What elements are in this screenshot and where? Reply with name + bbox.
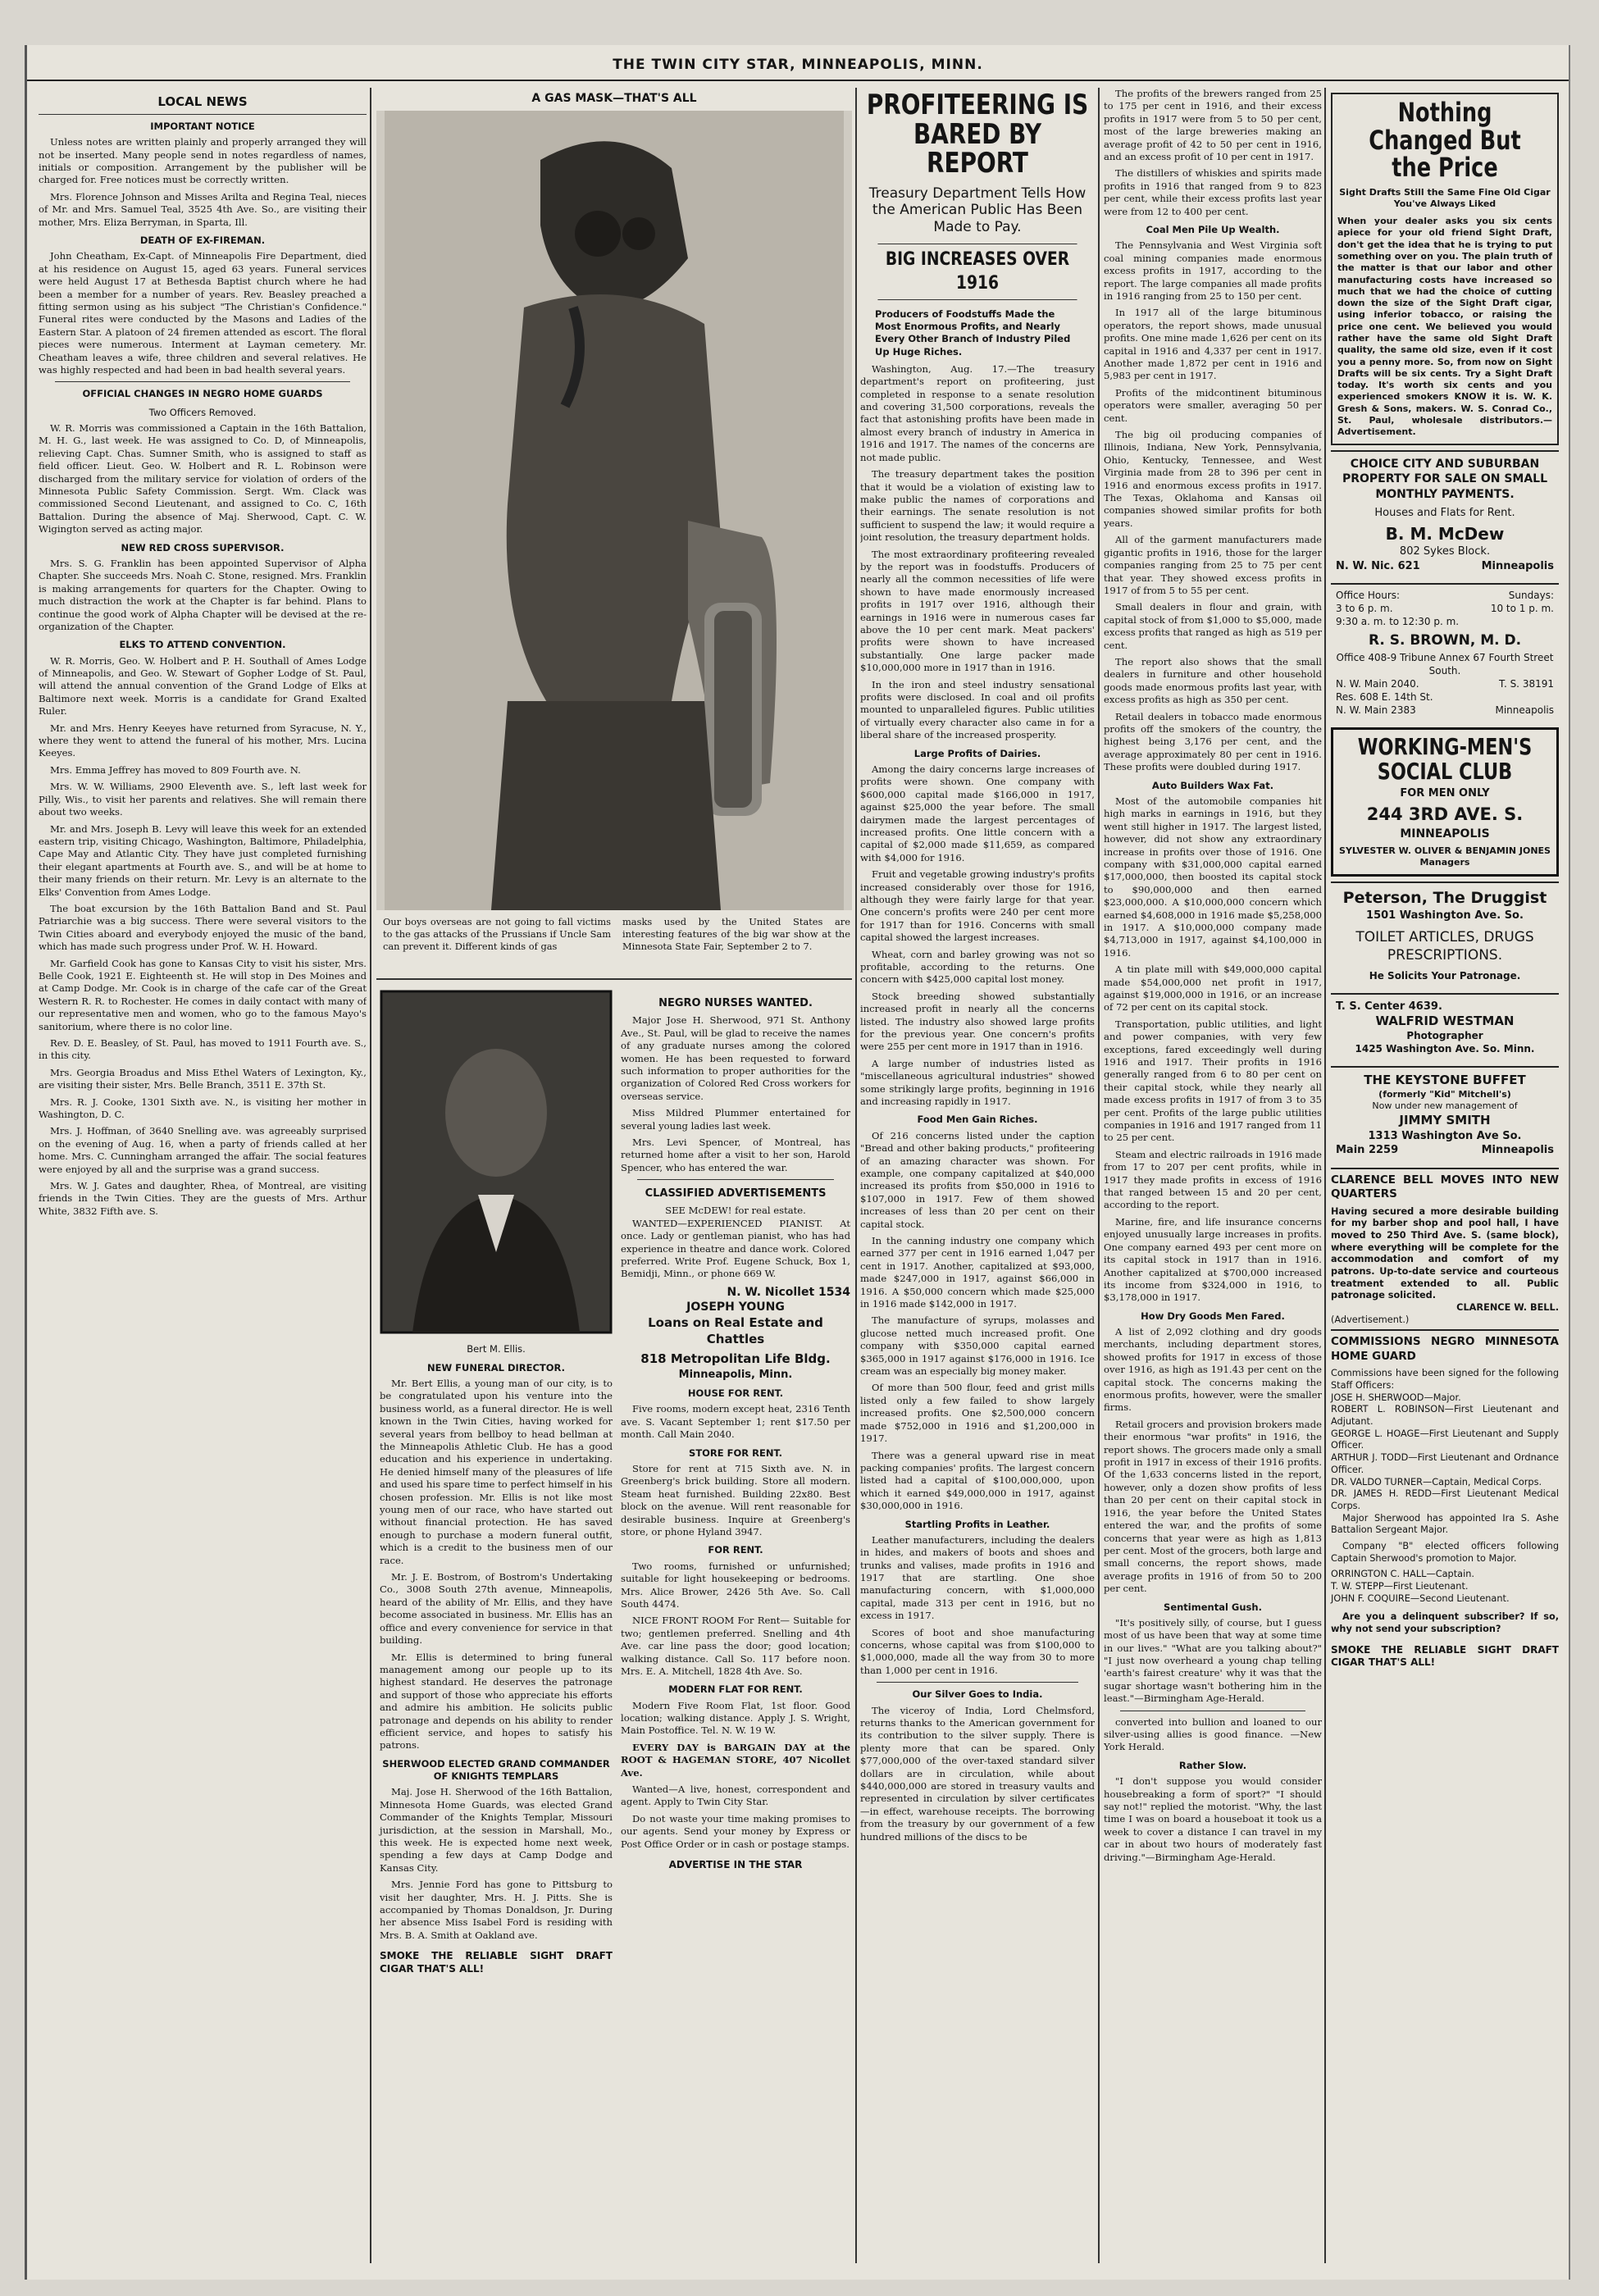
cigar-ad: SMOKE THE RELIABLE SIGHT DRAFT CIGAR THAT'S ALL! bbox=[1331, 1643, 1559, 1669]
buffet-city: Minneapolis bbox=[1481, 1144, 1554, 1157]
article-subhead: Food Men Gain Riches. bbox=[917, 1114, 1038, 1126]
bell-head: CLARENCE BELL MOVES INTO NEW QUARTERS bbox=[1331, 1173, 1559, 1201]
news-item: Mrs. Georgia Broadus and Miss Ethel Waters of Lexington, Ky., are visiting their sister, Mrs. Belle Branch, 3511 E. 37th St. bbox=[39, 1066, 367, 1091]
divider bbox=[376, 978, 852, 980]
portrait-caption: Bert M. Ellis. bbox=[467, 1343, 526, 1355]
story-text: Mr. J. E. Bostrom, of Bostrom's Undertaking Co., 3008 South 27th avenue, Minneapolis, heard of the ability of Mr. Ellis, and they have become associated in business. Mr. Ellis has an office and every convenience for service in that building. bbox=[380, 1571, 613, 1647]
elks-heading: ELKS TO ATTEND CONVENTION. bbox=[119, 639, 286, 651]
hours-weekday: 3 to 6 p. m. bbox=[1336, 602, 1393, 614]
young-addr: 818 Metropolitan Life Bldg. bbox=[640, 1351, 831, 1366]
column-rule bbox=[1098, 88, 1100, 2263]
article-text: "It's positively silly, of course, but I guess most of us have been that way at some time in our lives." "What are you talking about?" "I just now overheard a young chap telling 'earth's fairest creature' why it was that the sugar shortage wasn't bothering him in the least."—Birmingham Age-Herald. bbox=[1104, 1616, 1322, 1705]
cigar-sub: Sight Drafts Still the Same Fine Old Cigar You've Always Liked bbox=[1339, 186, 1551, 210]
article-text: "I don't suppose you would consider housebreaking a form of sport?" "I should say not!" replied the motorist. "Why, the last time I was on board a houseboat it took us a week to cover a distance I can travel in my car in about two hours of moderately fast driving."—Birmingham Age-Herald. bbox=[1104, 1775, 1322, 1863]
club-addr: 244 3RD AVE. S. bbox=[1366, 804, 1524, 825]
doctor-city: Minneapolis bbox=[1495, 704, 1554, 717]
newspaper-page bbox=[25, 45, 1570, 2280]
caption-left: Our boys overseas are not going to fall victims to the gas attacks of the Prussians if Uncle Sam can prevent it. Different kinds of gas bbox=[383, 916, 611, 952]
ad-text: EVERY DAY is BARGAIN DAY at the ROOT & HAGEMAN STORE, 407 Nicollet Ave. bbox=[621, 1741, 850, 1779]
article-text: All of the garment manufacturers made gigantic profits in 1916, those for the larger companies ranging from 25 to 75 per cent that year. They showed excess profits in 1917 of from 5 to 55 per cent. bbox=[1104, 534, 1322, 596]
comm-head: COMMISSIONS NEGRO MINNESOTA HOME GUARD bbox=[1331, 1335, 1559, 1363]
ad-text: Modern Five Room Flat, 1st floor. Good location; walking distance. Apply J. S. Wright, Main Postoffice. Tel. N. W. 19 W. bbox=[621, 1699, 850, 1737]
druggist-head: Peterson, The Druggist bbox=[1342, 889, 1547, 908]
column-rule bbox=[855, 88, 857, 2263]
doctor-advert bbox=[1331, 583, 1559, 722]
young-name: JOSEPH YOUNG bbox=[686, 1301, 785, 1314]
story-text: Mrs. Jennie Ford has gone to Pittsburg to visit her daughter, Mrs. H. J. Pitts. She is accompanied by Thomas Donaldson, Jr. During her absence Miss Isabel Ford is residing with Mrs. B. A. Smith at Oakland ave. bbox=[380, 1879, 613, 1941]
news-item: Mr. and Mrs. Joseph B. Levy will leave this week for an extended eastern trip, visiting Chicago, Washington, Baltimore, Philadelphia, Cape May and Atlantic City. They have just completed furnishing their elegant apartments at Fourth ave. S., and will be at home to their many friends on their return. Mr. Levy is an alternate to the Elks' Convention from Ames Lodge. bbox=[39, 822, 367, 898]
mcdew-city: Minneapolis bbox=[1481, 559, 1554, 572]
story-text: Mrs. Levi Spencer, of Montreal, has returned home after a visit to her son, Harold Spencer, who has entered the war. bbox=[621, 1136, 850, 1173]
doctor-name: R. S. BROWN, M. D. bbox=[1368, 631, 1522, 649]
gas-mask-title: A GAS MASK—THAT'S ALL bbox=[531, 92, 697, 105]
buffet-head: THE KEYSTONE BUFFET bbox=[1364, 1072, 1526, 1087]
ads-column bbox=[1329, 88, 1560, 2263]
article-text: In the canning industry one company which earned 377 per cent in 1916 earned 1,047 per cent in 1917. Another, capitalized at $93,000, made $247,000 in 1917, against $66,000 in 1916. A $50,000 concern which made $25,000 in 1916 made $142,000 in 1917. bbox=[860, 1235, 1095, 1310]
article-text: Fruit and vegetable growing industry's profits increased considerably over those for 1916, although they were fairly large for that year. One concern's profits were 240 per cent more for 1917 than for 1916. Concerns with small capital showed the largest increases. bbox=[860, 868, 1095, 944]
comm-officer: JOHN F. COQUIRE—Second Lieutenant. bbox=[1331, 1592, 1510, 1604]
article-text: The viceroy of India, Lord Chelmsford, returns thanks to the American government for its contribution to the silver supply. There is plenty more that can be spared. Only $77,000,000 of the over-taxed standard silver dollars are in circulation, while about $440,000,000 are stored in treasury vaults and represented in circulation by silver certificates—in effect, warehouse receipts. The borrowing from the treasury by our government of a few hundred millions of the discs to be bbox=[860, 1704, 1095, 1843]
doctor-phone: N. W. Main 2040. bbox=[1336, 678, 1419, 690]
news-item: Rev. D. E. Beasley, of St. Paul, has moved to 1911 Fourth ave. S., in this city. bbox=[39, 1037, 367, 1062]
forrent-heading: FOR RENT. bbox=[708, 1544, 763, 1556]
club-head: WORKING-MEN'S SOCIAL CLUB bbox=[1357, 733, 1533, 785]
article-text: Small dealers in flour and grain, with capital stock of from $1,000 to $5,000, made excess profits that ranged as high as 519 per cent. bbox=[1104, 601, 1322, 651]
funeral-story bbox=[380, 990, 613, 1976]
article-text: The Pennsylvania and West Virginia soft coal mining companies made enormous excess profits in 1917, according to the report. The large companies all made profits in 1916 ranging from 25 to 150 per cent. bbox=[1104, 239, 1322, 302]
caption-right: masks used by the United States are interesting features of the big war show at the Minnesota State Fair, September 2 to 7. bbox=[622, 916, 850, 952]
photographer-advert bbox=[1331, 993, 1559, 1061]
buffet-name: JIMMY SMITH bbox=[1399, 1113, 1491, 1128]
buffet-phone: Main 2259 bbox=[1336, 1144, 1399, 1157]
article-text: Scores of boot and shoe manufacturing concerns, whose capital was from $100,000 to $1,000,000, made all the way from 30 to more than 1,000 per cent in 1916. bbox=[860, 1626, 1095, 1676]
office-hours-label: Office Hours: bbox=[1336, 589, 1401, 601]
article-text: Of more than 500 flour, feed and grist mills listed only a few failed to show largely increased profits. One $2,500,000 concern made $752,000 in 1916 and $1,200,000 in 1917. bbox=[860, 1382, 1095, 1445]
column-rule bbox=[370, 88, 371, 2263]
bell-body: Having secured a more desirable building for my barber shop and pool hall, I have moved to 250 Third Ave. S. (same block), where everything will be complete for the accommodation and comfort of my patrons. Up-to-date service and courteous treatment extended to all. Public patronage solicited. bbox=[1331, 1205, 1559, 1301]
young-city: Minneapolis, Minn. bbox=[678, 1368, 793, 1381]
comm-officer: ROBERT L. ROBINSON—First Lieutenant and Adjutant. bbox=[1331, 1404, 1559, 1428]
comm-officer: GEORGE L. HOAGE—First Lieutenant and Supply Officer. bbox=[1331, 1428, 1559, 1451]
nurses-heading: NEGRO NURSES WANTED. bbox=[658, 997, 813, 1009]
news-item: Mrs. R. J. Cooke, 1301 Sixth ave. N., is visiting her mother in Washington, D. C. bbox=[39, 1096, 367, 1121]
portrait-photo bbox=[380, 990, 613, 1334]
photographer-name: WALFRID WESTMAN bbox=[1375, 1014, 1515, 1029]
hours-morning: 9:30 a. m. to 12:30 p. m. bbox=[1336, 615, 1460, 627]
article-subhead: Large Profits of Dairies. bbox=[913, 747, 1041, 759]
divider bbox=[637, 1179, 834, 1180]
article-text: Most of the automobile companies hit high marks in earnings in 1916, but they went still higher in 1917. The largest listed, however, did not show any extraordinary increase in profits over those of 1916. One company with $31,000,000 capital earned $17,000,000, then boosted its capital stock to $90,000,000 and then earned $23,000,000. A $10,000,000 concern which earned $4,608,000 in 1916 made $5,258,000 in 1917. A $10,000,000 company made $4,713,000 in 1917, against $4,100,000 in 1916. bbox=[1104, 795, 1322, 959]
photographer-title: Photographer bbox=[1406, 1029, 1483, 1041]
article-text: Of 216 concerns listed under the caption "Bread and other baking products," profiteering of an amazing character was shown. For example, one company capitalized at $40,000 increased its profits from $50,000 in 1916 to $107,000 in 1917. Few of them showed increases of less than 20 per cent on their capital stock. bbox=[860, 1129, 1095, 1230]
ad-text: Wanted—A live, honest, correspondent and agent. Apply to Twin City Star. bbox=[621, 1784, 850, 1808]
news-item: Mrs. S. G. Franklin has been appointed Supervisor of Alpha Chapter. She succeeds Mrs. Noah C. Stone, resigned. Mrs. Franklin is making arrangements for quarters for the Chapter. Owing to much distraction the work at the Chapter is far behind. Plans to continue the good work of Alpha Chapter will be devised at the re-organization of the Chapter. bbox=[39, 557, 367, 632]
death-heading: DEATH OF EX-FIREMAN. bbox=[139, 235, 266, 247]
sub-headline: BIG INCREASES OVER 1916 bbox=[877, 244, 1077, 300]
article-subhead: Coal Men Pile Up Wealth. bbox=[1146, 224, 1280, 236]
comm-officer: ARTHUR J. TODD—First Lieutenant and Ordnance Officer. bbox=[1331, 1452, 1559, 1475]
doctor-phone-ts: T. S. 38191 bbox=[1499, 678, 1554, 690]
photographer-phone: T. S. Center 4639. bbox=[1336, 1000, 1442, 1013]
classified-heading: CLASSIFIED ADVERTISEMENTS bbox=[645, 1187, 827, 1200]
cigar-headline: Nothing Changed But the Price bbox=[1369, 97, 1521, 184]
article-subhead: Startling Profits in Leather. bbox=[904, 1518, 1050, 1530]
article-text: Stock breeding showed substantially increased profit in nearly all the concerns listed. The industry also showed large profits for the previous year. One concern's profits were 255 per cent more in 1917 than in 1916. bbox=[860, 990, 1095, 1053]
sub-deck: Producers of Foodstuffs Made the Most Enormous Profits, and Nearly Every Other Branch of Industry Piled Up Huge Riches. bbox=[875, 308, 1071, 358]
article-text: Transportation, public utilities, and light and power companies, with very few exceptions, fared exceedingly well during 1916 and 1917. Their profits in 1916 generally ranged from 6 to 80 per cent on their capital stock, while they nearly all made excess profits in 1917 of from 3 to 35 per cent. Profits of the large public utilities companies in 1916 and 1917 ranged from 11 to 25 per cent. bbox=[1104, 1018, 1322, 1144]
store-heading: STORE FOR RENT. bbox=[689, 1446, 782, 1459]
story-text: Miss Mildred Plummer entertained for several young ladies last week. bbox=[621, 1107, 850, 1132]
article-text: Leather manufacturers, including the dealers in hides, and makers of boots and shoes and trunks and valises, made profits in 1916 and 1917 that are startling. One shoe manufacturing concern, with $1,000,000 capital, made 313 per cent in 1916, but no excess in 1917. bbox=[860, 1533, 1095, 1622]
flat-heading: MODERN FLAT FOR RENT. bbox=[668, 1683, 803, 1696]
comm-list bbox=[1331, 1392, 1559, 1513]
photo-caption bbox=[383, 916, 850, 952]
article-text: A tin plate mill with $49,000,000 capital made $54,000,000 net profit in 1917, against $19,000,000 in 1916, or an increase of 72 per cent on its capital stock. bbox=[1104, 963, 1322, 1014]
ad-text: Two rooms, furnished or unfurnished; suitable for light housekeeping or bedrooms. Mrs. Alice Brower, 2426 5th Ave. So. Call South 4474. bbox=[621, 1560, 850, 1610]
article-text: The report also shows that the small dealers in furniture and other household goods made enormous profits last year, with excess profits as high as 350 per cent. bbox=[1104, 655, 1322, 706]
comm-officer: JOSE H. SHERWOOD—Major. bbox=[1331, 1392, 1461, 1403]
article-text: In 1917 all of the large bituminous operators, the report shows, made unusual profits. One mine made 1,626 per cent on its capital in 1916 and 4,337 per cent in 1917. Another made 1,872 per cent in 1916 and 5,983 per cent in 1917. bbox=[1104, 307, 1322, 382]
comm-officer: DR. VALDO TURNER—Captain, Medical Corps. bbox=[1331, 1476, 1542, 1487]
cigar-advert bbox=[1331, 93, 1559, 445]
druggist-line: TOILET ARTICLES, DRUGS PRESCRIPTIONS. bbox=[1355, 928, 1534, 964]
article-text: A large number of industries listed as "miscellaneous agricultural industries" showed some strikingly large profits, beginning in 1916 and increasing rapidly in 1917. bbox=[860, 1057, 1095, 1108]
advertise-line: ADVERTISE IN THE STAR bbox=[668, 1859, 803, 1871]
mcdew-head: CHOICE CITY AND SUBURBAN PROPERTY FOR SALE ON SMALL MONTHLY PAYMENTS. bbox=[1342, 457, 1548, 501]
druggist-solicit: He Solicits Your Patronage. bbox=[1369, 969, 1521, 982]
masthead: THE TWIN CITY STAR, MINNEAPOLIS, MINN. bbox=[27, 57, 1569, 81]
delinquent-text: Are you a delinquent subscriber? If so, why not send your subscription? bbox=[1331, 1611, 1559, 1634]
news-item: Mrs. Emma Jeffrey has moved to 809 Fourth ave. N. bbox=[50, 763, 301, 776]
article-subhead: How Dry Goods Men Fared. bbox=[1141, 1310, 1285, 1322]
young-line: Loans on Real Estate and Chattles bbox=[648, 1315, 823, 1347]
social-club-advert bbox=[1331, 727, 1559, 877]
notice-text: Unless notes are written plainly and properly arranged they will not be inserted. Many people send in notes regardless of names, initials or composition. Arrangement by the publisher will be charged for. Free notices must be correctly written. bbox=[39, 136, 367, 186]
buffet-advert bbox=[1331, 1066, 1559, 1163]
article-text: The distillers of whiskies and spirits made profits in 1916 that ranged from 9 to 823 per cent, while their excess profits last year were from 12 to 400 per cent. bbox=[1104, 167, 1322, 217]
doctor-phone-res: N. W. Main 2383 bbox=[1336, 704, 1416, 717]
article-text: Profits of the midcontinent bituminous operators were smaller, averaging 50 per cent. bbox=[1104, 386, 1322, 424]
news-item: Mrs. J. Hoffman, of 3640 Snelling ave. was agreeably surprised on the evening of Aug. 16, when a party of friends called at her home. Mrs. C. Cunningham arranged the affair. The social features were enjoyed by all and the surprise was a grand success. bbox=[39, 1125, 367, 1175]
story-text: Maj. Jose H. Sherwood of the 16th Battalion, Minnesota Home Guards, was elected Grand Commander of the Knights Templar, Missouri jurisdiction, at the session in Marshall, Mo., this week. He is expected home next week, spending a few days at Camp Dodge and Kansas City. bbox=[380, 1786, 613, 1874]
bell-adv: (Advertisement.) bbox=[1331, 1314, 1410, 1325]
hours-row bbox=[1336, 603, 1554, 616]
photographer-addr: 1425 Washington Ave. So. Minn. bbox=[1355, 1042, 1535, 1055]
divider bbox=[55, 381, 350, 382]
article-text: Steam and electric railroads in 1916 made from 17 to 207 per cent profits, while in 1917 they made profits in excess of 1916 that ranged between 15 and 20 per cent, according to the report. bbox=[1104, 1148, 1322, 1211]
article-text: The big oil producing companies of Illinois, Indiana, New York, Pennsylvania, Ohio, Kentucky, Tennessee, and West Virginia made from 28 to 396 per cent in 1916 and enormous excess profits in 1917. The Texas, Oklahoma and Kansas oil companies showed similar profits for both years. bbox=[1104, 429, 1322, 529]
bell-notice bbox=[1331, 1168, 1559, 1327]
news-item: Mrs. W. W. Williams, 2900 Eleventh ave. S., left last week for Pilly, Wis., to visit her parents and relatives. She will remain there about two weeks. bbox=[39, 781, 367, 818]
divider bbox=[877, 1682, 1078, 1683]
mcdew-name: B. M. McDew bbox=[1385, 523, 1505, 544]
news-item: W. R. Morris, Geo. W. Holbert and P. H. Southall of Ames Lodge of Minneapolis, and Geo. W. Stewart of Gopher Lodge of St. Paul, will attend the annual convention of the Grand Lodge of Elks at Baltimore next week. Morris is a candidate for Grand Exalted Ruler. bbox=[39, 654, 367, 718]
news-item: Mr. Garfield Cook has gone to Kansas City to visit his sister, Mrs. Belle Cook, 1921 E. Eighteenth st. He will stop in Des Moines and at Camp Dodge. Mr. Cook is in charge of the cafe car of the Great Western R. R. to Rochester. He comes in daily contact with many of our representative men and women, who go to the famous Mayo's sanitorium, where there is no color line. bbox=[39, 957, 367, 1032]
profiteering-continued-column bbox=[1104, 88, 1322, 2263]
article-text: A list of 2,092 clothing and dry goods merchants, including department stores, showed profits for 1917 in excess of those over 1916, as high as 191.43 per cent on the capital stock. The concerns making the enormous profits, however, were the smaller firms. bbox=[1104, 1326, 1322, 1414]
hours-sunday: 10 to 1 p. m. bbox=[1490, 602, 1554, 614]
ad-text: Five rooms, modern except heat, 2316 Tenth ave. S. Vacant September 1; rent $17.50 per month. Call Main 2040. bbox=[621, 1403, 850, 1441]
article-text: The most extraordinary profiteering revealed by the report was in foodstuffs. Producers of nearly all the common necessities of life were shown to have made enormously increased profits in 1917 over 1916, although their earnings in 1916 were in numerous cases far above the 10 per cent mark. Meat packers' profits were shown to have increased substantially. One large packer made $10,000,000 more in 1917 than in 1916. bbox=[860, 548, 1095, 674]
ad-text: Store for rent at 715 Sixth ave. N. in Greenberg's brick building. Store all modern. Steam heat furnished. Building 22x80. Best block on the avenue. Will rent reasonable for desirable business. Inquire at Greenberg's store, or phone Hyland 3947. bbox=[621, 1462, 850, 1538]
club-managers-label: Managers bbox=[1419, 857, 1470, 868]
local-news-column bbox=[39, 88, 367, 2263]
bell-sign: CLARENCE W. BELL. bbox=[1456, 1302, 1559, 1314]
classified-sub: SEE McDEW! for real estate. bbox=[665, 1205, 806, 1217]
article-subhead: Our Silver Goes to India. bbox=[912, 1688, 1043, 1701]
mcdew-contact bbox=[1336, 559, 1554, 573]
comm-text: Major Sherwood has appointed Ira S. Ashe Battalion Sergeant Major. bbox=[1331, 1512, 1559, 1536]
buffet-contact bbox=[1336, 1143, 1554, 1157]
sundays-label: Sundays: bbox=[1508, 589, 1554, 601]
druggist-advert bbox=[1331, 882, 1559, 988]
comm-officer: ORRINGTON C. HALL—Captain. bbox=[1331, 1569, 1474, 1580]
article-text: The treasury department takes the position that it would be a violation of existing law to make public the names of corporations and their earnings. The senate resolution is not sufficient to suspend the law; it would require a joint resolution, the treasury department holds. bbox=[860, 468, 1095, 544]
redcross-heading: NEW RED CROSS SUPERVISOR. bbox=[121, 541, 285, 554]
news-item: The boat excursion by the 16th Battalion Band and St. Paul Patriarchie was a big success. There were several visitors to the Twin Cities aboard and everybody enjoyed the music of the band, which has made such progress under Prof. W. H. Howard. bbox=[39, 902, 367, 953]
article-subhead: Sentimental Gush. bbox=[1164, 1601, 1262, 1613]
ad-text: NICE FRONT ROOM For Rent— Suitable for two; gentlemen preferred. Snelling and 4th Ave. car line pass the door; good location; walking distance. Call So. 117 before noon. Mrs. E. A. Mitchell, 1828 4th Ave. So. bbox=[621, 1615, 850, 1677]
doctor-address: Office 408-9 Tribune Annex 67 Fourth Street South. bbox=[1336, 652, 1554, 677]
photo-and-ads-column bbox=[376, 88, 852, 2263]
buffet-addr: 1313 Washington Ave So. bbox=[1368, 1129, 1522, 1142]
classifieds bbox=[621, 990, 850, 1872]
article-text: Washington, Aug. 17.—The treasury department's report on profiteering, just completed in response to a senate resolution and covering 31,500 corporations, reveals the fact that astonishing profits have been made in almost every branch of industry in America in 1916 and 1917. The names of the concerns are not made public. bbox=[860, 362, 1095, 463]
story-text: Mr. Bert Ellis, a young man of our city, is to be congratulated upon his venture into the business world, as a funeral director. He is well known in the Twin Cities, having worked for several years from bellboy to head bellman at the Minneapolis Athletic Club. He has a good education and his experience in undertaking. He denied himself many of the pleasures of life and used his spare time to perfect himself in his chosen profession. Mr. Ellis is not like most young men of our race, who have started out without financial protection. He has saved enough to purchase a modern funeral outfit, which is a credit to the business men of our race. bbox=[380, 1377, 613, 1566]
news-item: Mrs. Florence Johnson and Misses Arilta and Regina Teal, nieces of Mr. and Mrs. Samuel Teal, 3525 4th Ave. So., are visiting their mother, Mrs. Eliza Berryman, in Sparta, Ill. bbox=[39, 190, 367, 228]
comm-officer: T. W. STEPP—First Lieutenant. bbox=[1331, 1580, 1469, 1592]
doctor-phones bbox=[1336, 678, 1554, 691]
news-item: Mr. and Mrs. Henry Keeyes have returned from Syracuse, N. Y., where they went to attend the funeral of his mother, Mrs. Lucina Keeyes. bbox=[39, 722, 367, 759]
profiteering-column bbox=[860, 88, 1095, 2263]
mcdew-sub: Houses and Flats for Rent. bbox=[1374, 506, 1515, 519]
ad-text: Do not waste your time making promises to our agents. Send your money by Express or Post Office Order or in cash or postage stamps. bbox=[621, 1812, 850, 1850]
article-subhead: Rather Slow. bbox=[1178, 1759, 1247, 1771]
doctor-phones bbox=[1336, 704, 1554, 718]
official-subheading: Two Officers Removed. bbox=[148, 406, 257, 418]
official-heading: OFFICIAL CHANGES IN NEGRO HOME GUARDS bbox=[82, 388, 323, 400]
hours-row bbox=[1336, 590, 1554, 603]
club-managers: SYLVESTER W. OLIVER & BENJAMIN JONES bbox=[1339, 845, 1551, 856]
story-text: Mr. Ellis is determined to bring funeral management among our people up to its highest standard. He deserves the patronage and support of those who appreciate his efforts and admire his ambition. He solicits public patronage and depends on his ability to render efficient service, and hopes to satisfy his patrons. bbox=[380, 1651, 613, 1752]
club-sub: FOR MEN ONLY bbox=[1400, 786, 1490, 800]
article-text: The profits of the brewers ranged from 25 to 175 per cent in 1916, and their excess profits in 1917 were from 5 to 50 per cent, most of the large breweries making an average profit of 42 to 50 per cent in 1916, and an excess profit of 10 per cent in 1917. bbox=[1104, 88, 1322, 163]
news-item: Mrs. W. J. Gates and daughter, Rhea, of Montreal, are visiting friends in the Twin Cities. They are the guests of Mrs. Arthur White, 3832 Fifth ave. S. bbox=[39, 1180, 367, 1217]
mcdew-advert bbox=[1331, 450, 1559, 578]
notice-heading: IMPORTANT NOTICE bbox=[150, 120, 255, 132]
commissions-notice bbox=[1331, 1329, 1559, 1669]
buffet-sub: (formerly "Kid" Mitchell's) bbox=[1378, 1088, 1511, 1100]
druggist-addr: 1501 Washington Ave. So. bbox=[1366, 909, 1524, 922]
section-heading: LOCAL NEWS bbox=[39, 94, 367, 115]
comm-text: Company "B" elected officers following Captain Sherwood's promotion to Major. bbox=[1331, 1540, 1559, 1564]
headline-deck: Treasury Department Tells How the American Public Has Been Made to Pay. bbox=[868, 185, 1086, 235]
article-text: Among the dairy concerns large increases of profits were shown. One company with $600,000 capital made $166,000 in 1917, against $25,000 the year before. The small dairymen made the largest percentages of increased profits. One little concern with a capital of $2,000 made $11,659, as compared with $4,000 for 1916. bbox=[860, 763, 1095, 863]
main-headline: PROFITEERING IS BARED BY REPORT bbox=[866, 89, 1089, 180]
news-item: John Cheatham, Ex-Capt. of Minneapolis Fire Department, died at his residence on August 15, aged 63 years. Funeral services were held August 17 at Bethesda Baptist church where he had been a member for a number of years. Rev. Beasley preached a fitting sermon using as his subject "The Christian's Confidence." Funeral rites were conducted by the Masons and Ladies of the Eastern Star. A platoon of 24 firemen attended as escort. The floral pieces were numerous. Interment at Layman cemetery. Mr. Cheatham leaves a wife, three children and several relatives. He was highly respected and had been in bad health several years. bbox=[39, 250, 367, 376]
doctor-residence: Res. 608 E. 14th St. bbox=[1336, 691, 1433, 704]
article-text: There was a general upward rise in meat packing companies' profits. The largest concern listed had a capital of $100,000,000, upon which it earned $49,000,000 in 1917, against $30,000,000 in 1916. bbox=[860, 1449, 1095, 1512]
article-text: The manufacture of syrups, molasses and glucose netted much increased profit. One company with $350,000 capital earned $365,000 in 1917 against $176,000 in 1916. Ice cream was an especially big money maker. bbox=[860, 1314, 1095, 1378]
article-text: Wheat, corn and barley growing was not so profitable, according to the returns. One concern with $425,000 capital lost money. bbox=[860, 948, 1095, 986]
knights-heading: SHERWOOD ELECTED GRAND COMMANDER OF KNIGHTS TEMPLARS bbox=[382, 1757, 610, 1783]
cigar-ad: SMOKE THE RELIABLE SIGHT DRAFT CIGAR THAT'S ALL! bbox=[380, 1950, 613, 1975]
article-text: In the iron and steel industry sensational profits were disclosed. In coal and oil profits mounted to unparalleled figures. Public utilities of virtually every character also came in for a liberal share of the increased prosperity. bbox=[860, 678, 1095, 741]
article-text: Retail dealers in tobacco made enormous profits off the smokers of the country, the highest being 3,176 per cent, and the average approximately 80 per cent in 1916. These profits were doubled during 1917. bbox=[1104, 710, 1322, 773]
mcdew-addr: 802 Sykes Block. bbox=[1399, 545, 1491, 558]
comm-intro: Commissions have been signed for the following Staff Officers: bbox=[1331, 1368, 1559, 1392]
club-city: MINNEAPOLIS bbox=[1400, 827, 1490, 841]
cigar-body: When your dealer asks you six cents apiece for your old friend Sight Draft, don't get the idea that he is trying to put something over on you. The plain truth of the matter is that our labor and other manufacturing costs have increased so much that we had the choice of cutting down the size of the Sight Draft cigar, using inferior tobacco, or raising the price one cent. We believed you would rather have the same old Sight Draft quality, the same old size, even if it cost you a penny more. So, from now on Sight Drafts will be six cents. Try a Sight Draft today. It's worth six cents and you experienced smokers KNOW it is. W. K. Gresh & Sons, makers. W. S. Conrad Co., St. Paul, wholesale distributors.—Advertisement. bbox=[1337, 216, 1552, 438]
news-item: W. R. Morris was commissioned a Captain in the 16th Battalion, M. H. G., last week. He was assigned to Co. D, of Minneapolis, relieving Capt. Chas. Sumner Smith, who is assigned to staff as field officer. Lieut. Geo. W. Holbert and R. L. Robinson were discharged from the military service for violation of orders of the Minnesota Public Safety Commission. Sergt. Wm. Clack was commissioned Second Lieutenant, and assigned to Co. C, 16th Battalion. During the absence of Maj. Sherwood, Capt. C. W. Wigington served as acting major. bbox=[39, 421, 367, 535]
funeral-heading: NEW FUNERAL DIRECTOR. bbox=[427, 1361, 565, 1374]
story-text: Major Jose H. Sherwood, 971 St. Anthony Ave., St. Paul, will be glad to receive the names of any graduate nurses among the colored women. He has been requested to forward such information to proper authorities for the organization of Colored Red Cross workers for overseas service. bbox=[621, 1014, 850, 1102]
comm-officer: DR. JAMES H. REDD—First Lieutenant Medical Corps. bbox=[1331, 1488, 1559, 1511]
article-text: Retail grocers and provision brokers made their enormous "war profits" in 1916, the report shows. The grocers made only a small profit in 1917 in excess of their 1916 profits. Of the 1,633 concerns listed in the report, however, only a dozen show profits of less than 20 per cent on their capital stock in 1916, the year before the United States entered the war, and the profits of some concerns that year were as high as 1,813 per cent. Most of the grocers, both large and small concerns, the report shows, made average profits in 1916 of from 50 to 200 per cent. bbox=[1104, 1418, 1322, 1595]
column-rule bbox=[1324, 88, 1326, 2263]
young-phone: N. W. Nicollet 1534 bbox=[727, 1285, 850, 1299]
house-heading: HOUSE FOR RENT. bbox=[687, 1387, 784, 1400]
buffet-mgmt: Now under new management of bbox=[1372, 1100, 1518, 1112]
article-text: converted into bullion and loaned to our silver-using allies is good finance. —New York Herald. bbox=[1104, 1715, 1322, 1753]
article-subhead: Auto Builders Wax Fat. bbox=[1151, 779, 1274, 791]
mcdew-phone: N. W. Nic. 621 bbox=[1336, 559, 1420, 572]
article-text: Marine, fire, and life insurance concerns enjoyed unusually large increases in profits. One company earned 493 per cent more on its capital stock in 1917 than in 1916. Another capitalized at $700,000 increased its income from $324,000 in 1916, to $3,178,000 in 1917. bbox=[1104, 1215, 1322, 1304]
gas-mask-photo bbox=[376, 111, 852, 910]
ad-text: WANTED—EXPERIENCED PIANIST. At once. Lady or gentleman pianist, who has had experience in theatre and dance work. Colored preferred. Write Prof. Eugene Schuck, Box 1, Bemidji, Minn., or phone 669 W. bbox=[621, 1217, 850, 1280]
